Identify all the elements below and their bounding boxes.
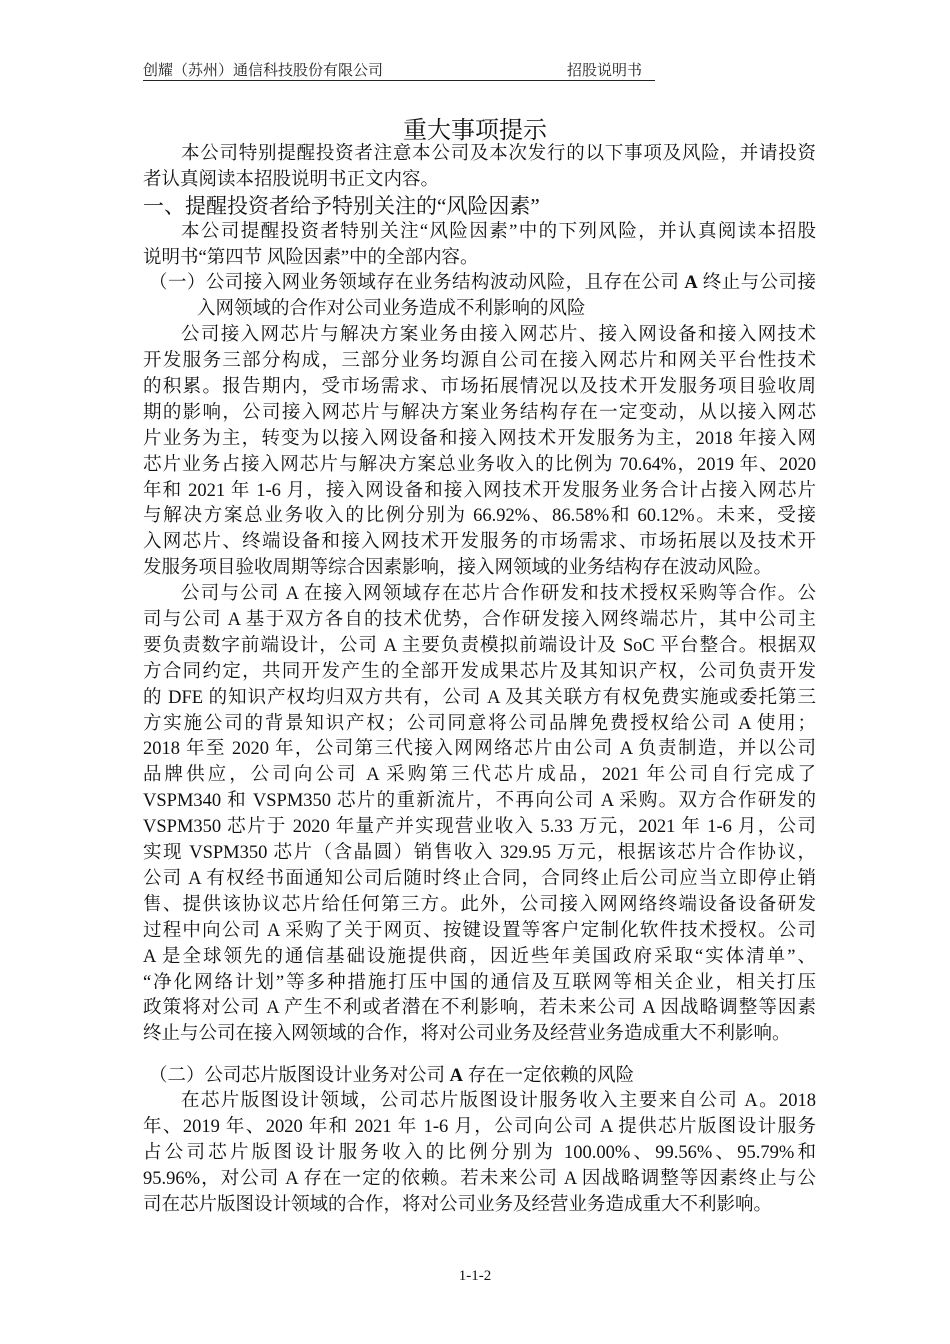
risk2-heading xyxy=(143,1056,816,1089)
text-line: 占公司芯片版图设计服务收入的比例分别为 100.00%、99.56%、95.79%和 xyxy=(143,1142,816,1163)
text-line xyxy=(143,271,816,297)
heading-bold: A xyxy=(449,1066,464,1087)
text-line: 司与公司 A 基于双方各自的技术优势，合作研发接入网终端芯片，其中公司主 xyxy=(143,610,816,631)
text-line: 方实施公司的背景知识产权；公司同意将公司品牌免费授权给公司 A 使用； xyxy=(143,713,816,734)
text-line: A 是全球领先的通信基础设施提供商，因近些年美国政府采取“实体清单”、 xyxy=(143,946,816,967)
text-line: 政策将对公司 A 产生不利或者潜在不利影响，若未来公司 A 因战略调整等因素 xyxy=(143,998,816,1019)
text-line: 售、提供该协议芯片给任何第三方。此外，公司接入网网络终端设备设备研发 xyxy=(143,894,816,915)
page-number: 1-1-2 xyxy=(458,1268,492,1284)
text-line: VSPM350 芯片于 2020 年量产并实现营业收入 5.33 万元，2021 年 1-6 月，公司 xyxy=(143,817,816,838)
text-line: “净化网络计划”等多种措施打压中国的通信及互联网等相关企业，相关打压 xyxy=(143,972,816,993)
text-line: 本公司提醒投资者特别关注“风险因素”中的下列风险，并认真阅读本招股 xyxy=(181,221,816,242)
header-company: 创耀（苏州）通信科技股份有限公司 xyxy=(143,62,384,79)
risk1-paragraph-2 xyxy=(143,582,816,1048)
page-title: 重大事项提示 xyxy=(403,117,547,144)
text-line: 公司 A 有权经书面通知公司后随时终止合同，合同终止后公司应当立即停止销 xyxy=(143,868,816,889)
heading-text: （一）公司接入网业务领域存在业务结构波动风险，且存在公司 xyxy=(149,273,685,294)
text-line: 发服务项目验收周期等综合因素影响，接入网领域的业务结构存在波动风险。 xyxy=(143,558,773,579)
text-line: 片业务为主，转变为以接入网设备和接入网技术开发服务为主，2018 年接入网 xyxy=(143,428,816,449)
text-line: 本公司特别提醒投资者注意本公司及本次发行的以下事项及风险，并请投资 xyxy=(181,144,816,164)
text-line: 公司与公司 A 在接入网领域存在芯片合作研发和技术授权采购等合作。公 xyxy=(181,584,816,605)
text-line: VSPM340 和 VSPM350 芯片的重新流片，不再向公司 A 采购。双方合作研发的 xyxy=(143,791,816,812)
text-line: 过程中向公司 A 采购了关于网页、按键设置等客户定制化软件技术授权。公司 xyxy=(143,920,816,941)
section-intro-paragraph xyxy=(143,220,816,272)
text-line: 品牌供应，公司向公司 A 采购第三代芯片成品，2021 年公司自行完成了 xyxy=(143,765,816,786)
text-line: 实现 VSPM350 芯片（含晶圆）销售收入 329.95 万元，根据该芯片合作协议， xyxy=(143,843,816,864)
risk1-paragraph-1 xyxy=(143,323,816,582)
text-line: 司在芯片版图设计领域的合作，将对公司业务及经营业务造成重大不利影响。 xyxy=(143,1194,773,1215)
text-line: 入网芯片、终端设备和接入网技术开发服务的市场需求、市场拓展以及技术开 xyxy=(143,532,816,553)
heading-text: 存在一定依赖的风险 xyxy=(463,1066,635,1087)
text-line: 要负责数字前端设计，公司 A 主要负责模拟前端设计及 SoC 平台整合。根据双 xyxy=(143,635,816,656)
risk2-paragraph-1 xyxy=(143,1089,816,1218)
text-line: 与解决方案总业务收入的比例分别为 66.92%、86.58%和 60.12%。未来，受接 xyxy=(143,506,816,527)
intro-paragraph xyxy=(143,142,816,194)
text-line: 方合同约定，共同开发产生的全部开发成果芯片及其知识产权，公司负责开发 xyxy=(143,661,816,682)
text-line: 者认真阅读本招股说明书正文内容。 xyxy=(143,169,440,190)
text-line: 公司接入网芯片与解决方案业务由接入网芯片、接入网设备和接入网技术 xyxy=(181,325,816,346)
text-line: 开发服务三部分构成，三部分业务均源自公司在接入网芯片和网关平台性技术 xyxy=(143,351,816,372)
heading-bold: A xyxy=(684,273,698,294)
text-line: 期的影响，公司接入网芯片与解决方案业务结构存在一定变动，从以接入网芯 xyxy=(143,402,816,423)
heading-text: （二）公司芯片版图设计业务对公司 xyxy=(149,1066,450,1087)
section-heading: 一、提醒投资者给予特别关注的“风险因素” xyxy=(143,193,540,218)
page-header xyxy=(143,58,655,81)
header-doc-type: 招股说明书 xyxy=(567,62,643,79)
text-line: 的积累。报告期内，受市场需求、市场拓展情况以及技术开发服务项目验收周 xyxy=(143,377,816,398)
text-line: 在芯片版图设计领域，公司芯片版图设计服务收入主要来自公司 A。2018 xyxy=(181,1091,816,1112)
text-line: 年、2019 年、2020 年和 2021 年 1-6 月，公司向公司 A 提供芯片版图设计服务 xyxy=(143,1117,816,1138)
text-line: 2018 年至 2020 年，公司第三代接入网网络芯片由公司 A 负责制造，并以公司 xyxy=(143,739,816,760)
document-body xyxy=(143,142,816,1219)
text-line: 95.96%，对公司 A 存在一定的依赖。若未来公司 A 因战略调整等因素终止与公 xyxy=(143,1168,816,1189)
text-line: 芯片业务占接入网芯片与解决方案总业务收入的比例为 70.64%，2019 年、2020 xyxy=(143,454,816,475)
text-line: 说明书“第四节 风险因素”中的全部内容。 xyxy=(143,247,479,268)
text-line: 终止与公司在接入网领域的合作，将对公司业务及经营业务造成重大不利影响。 xyxy=(143,1024,791,1045)
text-line: 年和 2021 年 1-6 月，接入网设备和接入网技术开发服务业务合计占接入网芯片 xyxy=(143,480,816,501)
heading-text: 终止与公司接 xyxy=(697,273,816,294)
risk1-heading xyxy=(143,271,816,323)
text-line: 的 DFE 的知识产权均归双方共有，公司 A 及其关联方有权免费实施或委托第三 xyxy=(143,687,816,708)
spacer xyxy=(143,1048,816,1056)
text-line: 入网领域的合作对公司业务造成不利影响的风险 xyxy=(197,299,586,320)
